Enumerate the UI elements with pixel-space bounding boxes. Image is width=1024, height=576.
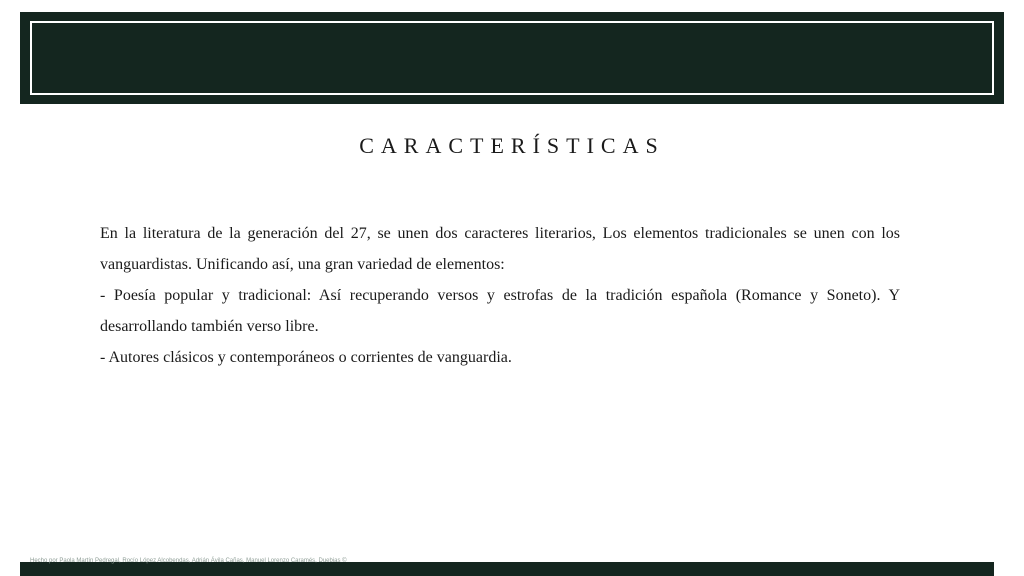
body-paragraph-intro: En la literatura de la generación del 27, se unen dos caracteres literarios, Los elementos tradicionales se unen con los vanguardistas. Unificando así, una gran variedad de elementos: bbox=[100, 225, 900, 273]
slide-body bbox=[100, 218, 900, 373]
footer-credits: Hecho por Paola Martín Pedregal, Rocío López Alcobendas, Adrián Ávila Cañas, Manuel Lorenzo Caramés, Duebias © bbox=[30, 558, 347, 564]
header-band bbox=[20, 12, 1004, 104]
header-frame bbox=[30, 21, 994, 95]
slide-title: CARACTERÍSTICAS bbox=[359, 133, 665, 158]
body-bullet-poesia: - Poesía popular y tradicional: Así recuperando versos y estrofas de la tradición española (Romance y Soneto). Y desarrollando también verso libre. bbox=[100, 287, 900, 335]
body-bullet-autores: - Autores clásicos y contemporáneos o corrientes de vanguardia. bbox=[100, 349, 512, 366]
